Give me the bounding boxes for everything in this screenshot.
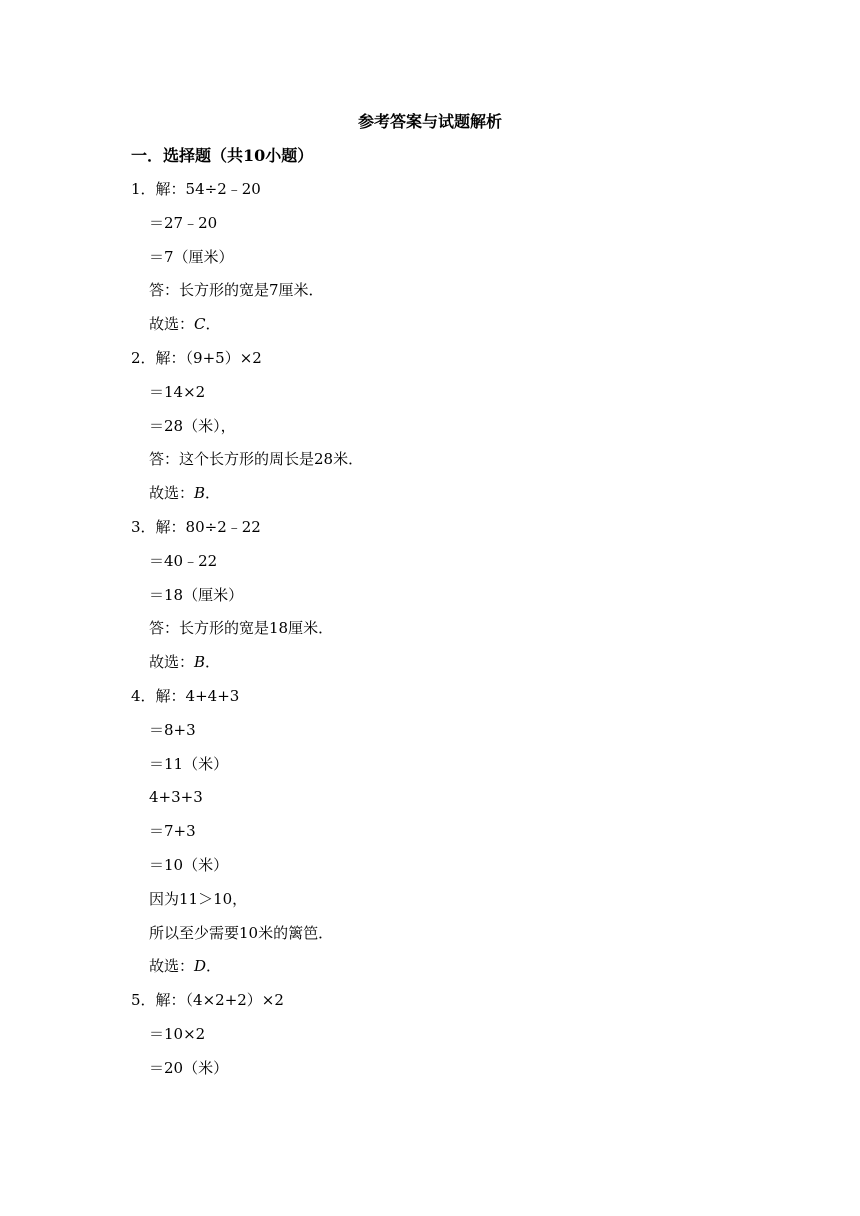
solution-step: ＝11（米） bbox=[149, 754, 229, 773]
choice-prefix: 故选： bbox=[149, 315, 195, 334]
problem-5-header: 5．解：（4×2+2）×2 bbox=[131, 991, 284, 1010]
choice-line bbox=[131, 650, 751, 684]
choice-suffix: ． bbox=[205, 484, 221, 503]
solution-step: 4+3+3 bbox=[149, 788, 203, 807]
answer-line: 所以至少需要10米的篱笆． bbox=[149, 923, 334, 942]
choice-line bbox=[131, 954, 751, 988]
choice-prefix: 故选： bbox=[149, 653, 195, 672]
choice-suffix: ． bbox=[206, 957, 222, 976]
section-heading: 一．选择题（共10小题） bbox=[131, 146, 314, 165]
solution-step: ＝7（厘米） bbox=[149, 247, 234, 266]
solution-step: ＝27﹣20 bbox=[149, 213, 218, 232]
problem-1-header: 1．解：54÷2﹣20 bbox=[131, 180, 261, 198]
choice-prefix: 故选： bbox=[149, 957, 195, 976]
problem-3-header: 3．解：80÷2﹣22 bbox=[131, 517, 261, 536]
problem-4-header: 4．解：4+4+3 bbox=[131, 686, 240, 705]
answer-line: 答：长方形的宽是7厘米． bbox=[149, 281, 324, 300]
choice-suffix: ． bbox=[205, 653, 221, 672]
solution-step: ＝10×2 bbox=[149, 1024, 206, 1043]
solution-step: ＝20（米） bbox=[149, 1058, 229, 1077]
choice-suffix: ． bbox=[205, 315, 221, 334]
choice-line bbox=[131, 312, 751, 346]
solution-step: 因为11＞10， bbox=[149, 889, 248, 908]
page-title: 参考答案与试题解析 bbox=[357, 112, 502, 131]
solution-step: ＝8+3 bbox=[149, 720, 196, 739]
solution-step: ＝40﹣22 bbox=[149, 551, 218, 570]
choice-letter: D bbox=[194, 957, 207, 976]
solution-step: ＝28（米）， bbox=[149, 416, 236, 435]
choice-line bbox=[131, 481, 751, 515]
choice-letter: B bbox=[194, 484, 206, 503]
answer-line: 答：这个长方形的周长是28米． bbox=[149, 450, 364, 469]
solution-step: ＝14×2 bbox=[149, 382, 206, 401]
solution-step: ＝10（米） bbox=[149, 855, 229, 874]
choice-letter: B bbox=[194, 653, 206, 672]
solution-step: ＝18（厘米） bbox=[149, 585, 244, 604]
solution-step: ＝7+3 bbox=[149, 822, 196, 841]
choice-letter: C bbox=[194, 315, 206, 334]
problem-2-header: 2．解：（9+5）×2 bbox=[131, 348, 262, 367]
solutions-body bbox=[131, 177, 751, 1090]
choice-prefix: 故选： bbox=[149, 484, 195, 503]
answer-line: 答：长方形的宽是18厘米． bbox=[149, 619, 334, 638]
